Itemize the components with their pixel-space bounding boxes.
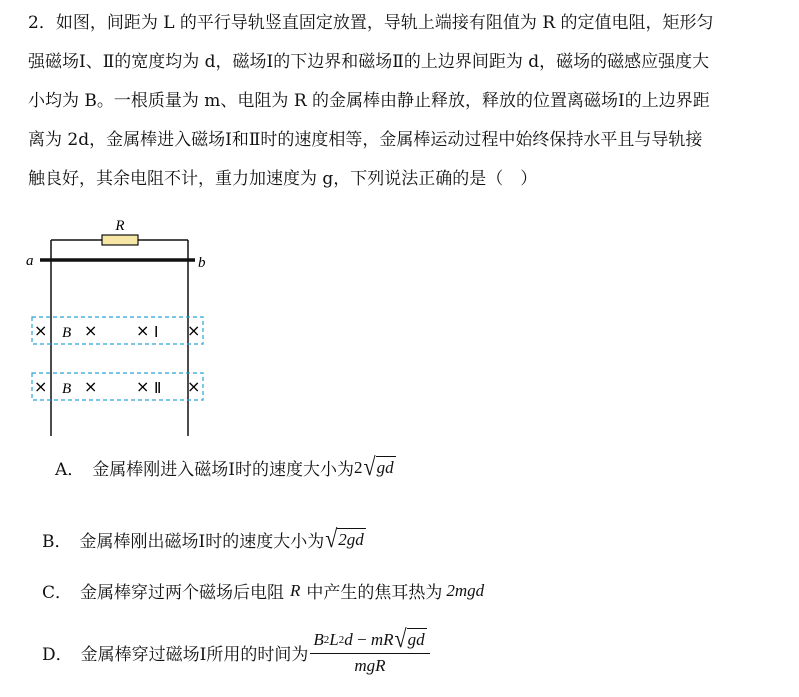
radical-sign: √ bbox=[325, 523, 338, 553]
resistor bbox=[102, 235, 138, 245]
option-c-var: R bbox=[290, 580, 301, 600]
option-a-coef: 2 bbox=[354, 457, 363, 477]
num-d: d bbox=[344, 629, 353, 649]
num-radicand: gd bbox=[407, 630, 425, 649]
cross-mark: × bbox=[136, 321, 150, 340]
cross-mark: × bbox=[187, 377, 201, 396]
question-line: 触良好，其余电阻不计，重力加速度为 g，下列说法正确的是（ ） bbox=[28, 169, 538, 189]
field-b-label: B bbox=[62, 325, 72, 341]
option-d-text: 金属棒穿过磁场Ⅰ所用的时间为 bbox=[80, 644, 309, 665]
question-line: 2．如图，间距为 L 的平行导轨竖直固定放置，导轨上端接有阻值为 R 的定值电阻，矩形匀 bbox=[28, 13, 714, 33]
option-c[interactable] bbox=[42, 578, 484, 603]
fraction-denominator: mgR bbox=[354, 656, 386, 675]
option-c-letter: C． bbox=[42, 583, 73, 603]
question-line: 离为 2d，金属棒进入磁场Ⅰ和Ⅱ时的速度相等，金属棒运动过程中始终保持水平且与导轨接 bbox=[28, 130, 703, 150]
option-c-answer: 2mgd bbox=[446, 580, 485, 600]
num-l: L bbox=[329, 629, 339, 649]
option-d-letter: D． bbox=[42, 644, 73, 665]
cross-mark: × bbox=[84, 377, 98, 396]
region-2-label: Ⅱ bbox=[154, 381, 162, 397]
option-c-text: 金属棒穿过两个磁场后电阻 bbox=[80, 583, 285, 603]
minus-sign: − bbox=[352, 629, 371, 649]
sqrt-expression bbox=[363, 451, 396, 481]
sqrt-expression bbox=[325, 523, 366, 553]
option-a[interactable] bbox=[55, 451, 396, 481]
field-b-label: B bbox=[62, 381, 72, 397]
cross-mark: × bbox=[84, 321, 98, 340]
fraction-numerator bbox=[310, 623, 429, 654]
option-a-radicand: gd bbox=[376, 458, 394, 477]
option-b-radicand: 2gd bbox=[338, 530, 364, 549]
fraction bbox=[310, 623, 429, 676]
region-1-label: Ⅰ bbox=[154, 325, 159, 341]
option-d[interactable] bbox=[42, 623, 430, 676]
option-b-letter: B． bbox=[42, 532, 72, 552]
rod-end-a: a bbox=[26, 253, 34, 269]
question-line: 小均为 B。一根质量为 m、电阻为 R 的金属棒由静止释放，释放的位置离磁场Ⅰ的上边界距 bbox=[28, 91, 710, 111]
option-c-text2: 中产生的焦耳热为 bbox=[306, 583, 443, 603]
magnetic-field-2 bbox=[32, 373, 203, 400]
cross-mark: × bbox=[136, 377, 150, 396]
cross-mark: × bbox=[187, 321, 201, 340]
magnetic-field-1 bbox=[32, 317, 203, 344]
num-b: B bbox=[313, 629, 324, 649]
option-b[interactable] bbox=[42, 523, 366, 553]
radical-sign: √ bbox=[363, 451, 376, 481]
num-exp: 2 bbox=[338, 633, 345, 646]
cross-mark: × bbox=[34, 377, 48, 396]
circuit-diagram bbox=[20, 216, 220, 438]
option-b-text: 金属棒刚出磁场Ⅰ时的速度大小为 bbox=[79, 532, 325, 552]
rod-end-b: b bbox=[198, 255, 206, 271]
sqrt-expression bbox=[394, 623, 426, 653]
resistor-label: R bbox=[115, 218, 125, 234]
radical-sign: √ bbox=[394, 623, 407, 653]
num-mr: mR bbox=[370, 629, 394, 649]
cross-mark: × bbox=[34, 321, 48, 340]
num-exp: 2 bbox=[323, 633, 330, 646]
question-stem bbox=[28, 4, 790, 199]
option-a-text: 金属棒刚进入磁场Ⅰ时的速度大小为 bbox=[92, 460, 354, 480]
question-line: 强磁场Ⅰ、Ⅱ的宽度均为 d，磁场Ⅰ的下边界和磁场Ⅱ的上边界间距为 d，磁场的磁感应强度大 bbox=[28, 52, 710, 72]
option-a-letter: A． bbox=[55, 460, 85, 480]
